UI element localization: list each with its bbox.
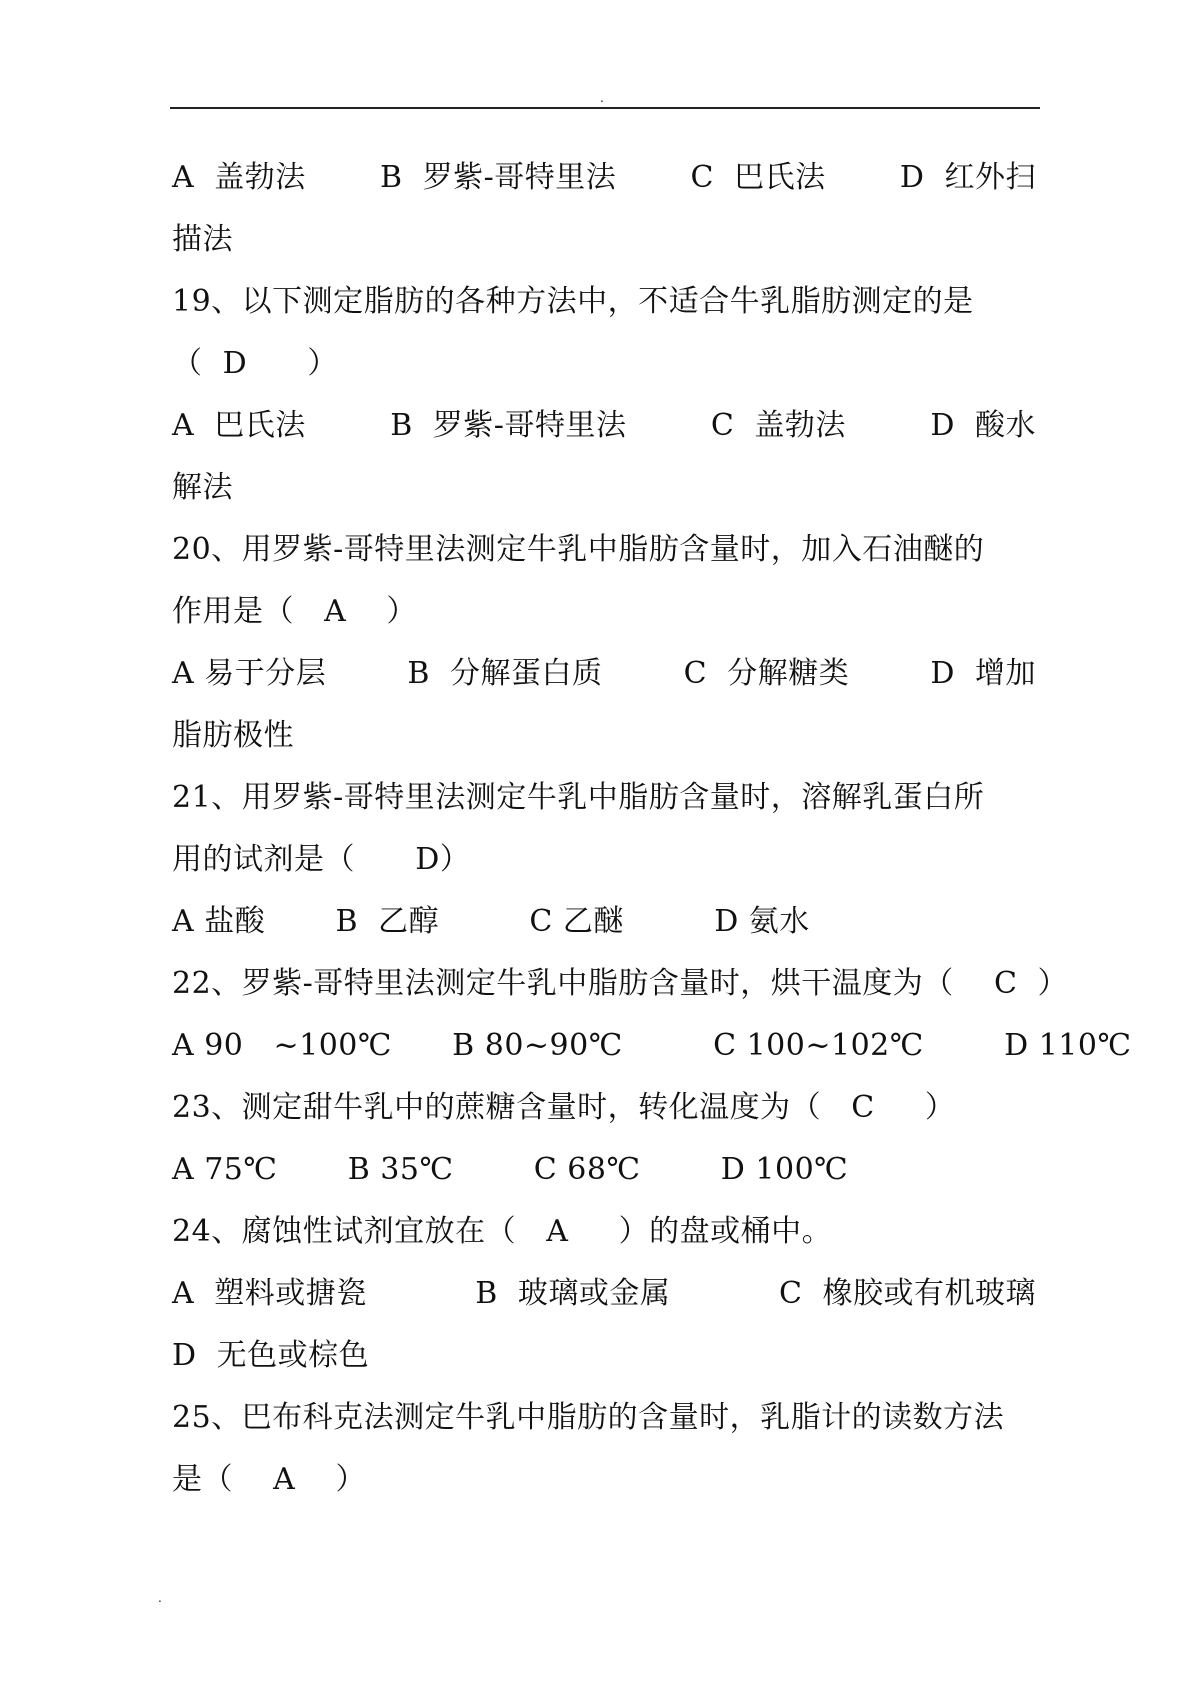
q19-options-line — [172, 404, 1036, 448]
q19-answer: （ D ） — [172, 346, 338, 381]
q18-option-a: A 盖勃法 — [172, 160, 306, 195]
q22-options-line: A 90 ~100℃ B 80~90℃ C 100~102℃ D 110℃ — [172, 1028, 1132, 1063]
q24-option-d: D 无色或棕色 — [172, 1338, 370, 1373]
q18-option-d-continued: 描法 — [172, 222, 233, 257]
q24-options-line — [172, 1272, 1036, 1316]
q20-options-line — [172, 652, 1036, 696]
q21-options-line: A 盐酸 B 乙醇 C 乙醚 D 氨水 — [172, 904, 810, 939]
q25-question: 25、巴布科克法测定牛乳中脂肪的含量时，乳脂计的读数方法 — [172, 1400, 1005, 1435]
q22-question: 22、罗紫-哥特里法测定牛乳中脂肪含量时，烘干温度为（ C ） — [172, 966, 1068, 1001]
q23-question: 23、测定甜牛乳中的蔗糖含量时，转化温度为（ C ） — [172, 1090, 956, 1125]
q23-options-line: A 75℃ B 35℃ C 68℃ D 100℃ — [172, 1152, 849, 1187]
q20-option-d-continued: 脂肪极性 — [172, 718, 294, 753]
q20-option-a: A 易于分层 — [172, 656, 327, 691]
header-rule — [170, 107, 1040, 109]
q18-option-b: B 罗紫-哥特里法 — [380, 160, 617, 195]
q24-option-a: A 塑料或搪瓷 — [172, 1276, 367, 1311]
footer-dot: . — [158, 1591, 162, 1605]
q20-option-d: D 增加 — [930, 656, 1036, 691]
q19-option-a: A 巴氏法 — [172, 408, 306, 443]
q21-question: 21、用罗紫-哥特里法测定牛乳中脂肪含量时，溶解乳蛋白所 — [172, 780, 985, 815]
q24-option-b: B 玻璃或金属 — [475, 1276, 671, 1311]
q20-option-b: B 分解蛋白质 — [407, 656, 603, 691]
q19-option-d-continued: 解法 — [172, 470, 233, 505]
q20-question: 20、用罗紫-哥特里法测定牛乳中脂肪含量时，加入石油醚的 — [172, 532, 985, 567]
q19-option-d: D 酸水 — [930, 408, 1036, 443]
q24-option-c: C 橡胶或有机玻璃 — [778, 1276, 1036, 1311]
q19-question: 19、以下测定脂肪的各种方法中，不适合牛乳脂肪测定的是 — [172, 284, 974, 319]
q20-question-continued: 作用是（ A ） — [172, 594, 417, 629]
q19-option-c: C 盖勃法 — [710, 408, 846, 443]
q18-options-line — [172, 156, 1036, 200]
q21-question-continued: 用的试剂是（ D） — [172, 842, 471, 877]
q24-question: 24、腐蚀性试剂宜放在（ A ）的盘或桶中。 — [172, 1214, 833, 1249]
q20-option-c: C 分解糖类 — [683, 656, 850, 691]
q25-question-continued: 是（ A ） — [172, 1462, 366, 1497]
q19-option-b: B 罗紫-哥特里法 — [390, 408, 627, 443]
q18-option-d: D 红外扫 — [899, 160, 1036, 195]
q18-option-c: C 巴氏法 — [690, 160, 826, 195]
header-dot: . — [600, 91, 604, 105]
